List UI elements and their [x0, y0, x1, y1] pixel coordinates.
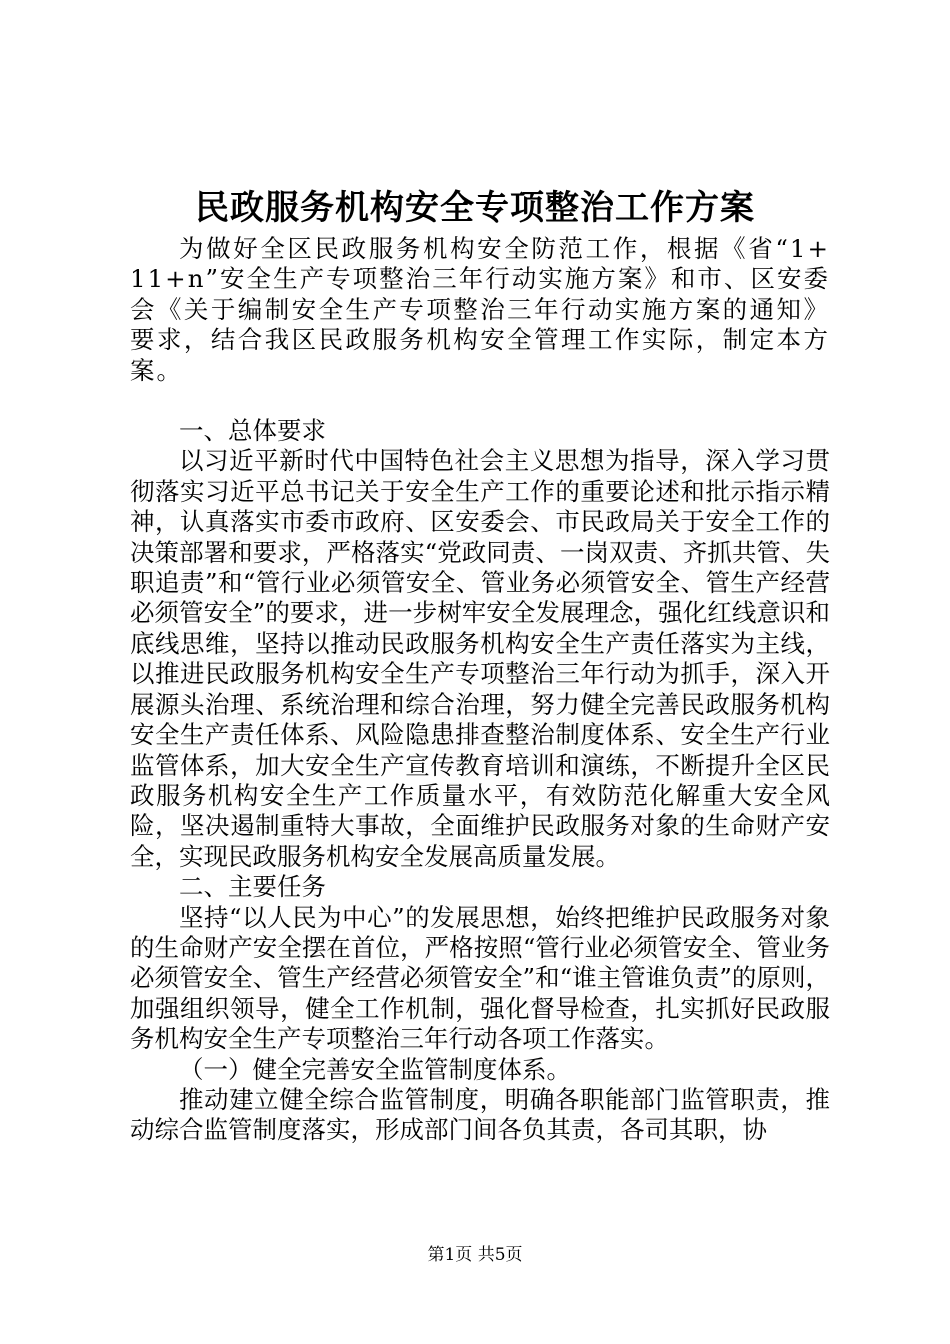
section-paragraph-main-tasks: 坚持“以人民为中心”的发展思想，始终把维护民政服务对象的生命财产安全摆在首位，严格按照“管行业必须管安全、管业务必须管安全、管生产经营必须管安全”和“谁主管谁负责”的原则，加强组织领导，健全工作机制，强化督导检查，扎实抓好民政服务机构安全生产专项整治三年行动各项工作落实。 — [130, 902, 830, 1054]
paragraph-gap — [130, 386, 830, 416]
page-number-footer: 第1页 共5页 — [427, 1245, 523, 1265]
section-heading-main-tasks: 二、主要任务 — [179, 872, 326, 902]
subsection-heading-supervision-system: （一）健全完善安全监管制度体系。 — [179, 1054, 571, 1084]
section-paragraph-general-requirements: 以习近平新时代中国特色社会主义思想为指导，深入学习贯彻落实习近平总书记关于安全生产工作的重要论述和批示指示精神，认真落实市委市政府、区安委会、市民政局关于安全工作的决策部署和要求，严格落实“党政同责、一岗双责、齐抓共管、失职追责”和“管行业必须管安全、管业务必须管安全、管生产经营必须管安全”的要求，进一步树牢安全发展理念，强化红线意识和底线思维，坚持以推动民政服务机构安全生产责任落实为主线，以推进民政服务机构安全生产专项整治三年行动为抓手，深入开展源头治理、系统治理和综合治理，努力健全完善民政服务机构安全生产责任体系、风险隐患排查整治制度体系、安全生产行业监管体系，加大安全生产宣传教育培训和演练，不断提升全区民政服务机构安全生产工作质量水平，有效防范化解重大安全风险，坚决遏制重特大事故，全面维护民政服务对象的生命财产安全，实现民政服务机构安全发展高质量发展。 — [130, 446, 830, 871]
section-heading-general-requirements: 一、总体要求 — [179, 416, 326, 446]
document-title: 民政服务机构安全专项整治工作方案 — [195, 188, 755, 228]
subsection-paragraph-supervision-system: 推动建立健全综合监管制度，明确各职能部门监管职责，推动综合监管制度落实，形成部门间各负其责，各司其职，协 — [130, 1084, 830, 1145]
intro-paragraph: 为做好全区民政服务机构安全防范工作，根据《省“1+11+n”安全生产专项整治三年行动实施方案》和市、区安委会《关于编制安全生产专项整治三年行动实施方案的通知》要求，结合我区民政服务机构安全管理工作实际，制定本方案。 — [130, 234, 830, 385]
document-body — [130, 234, 830, 1146]
